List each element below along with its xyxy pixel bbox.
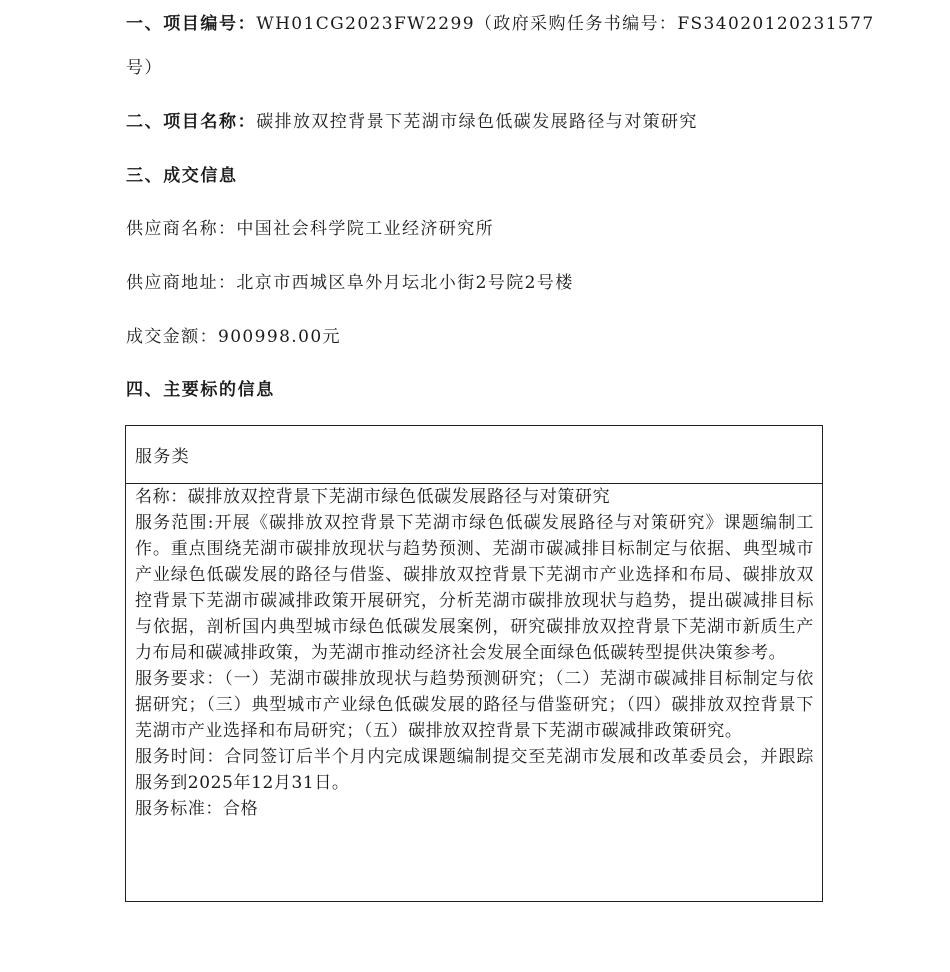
table-content-cell	[126, 484, 822, 822]
table-category: 服务类	[135, 447, 191, 467]
project-number-continuation: 号）	[126, 58, 163, 78]
subject-info-heading: 四、主要标的信息	[126, 380, 275, 400]
supplier-address: 供应商地址：北京市西城区阜外月坛北小街2号院2号楼	[126, 273, 574, 293]
service-time: 服务时间：合同签订后半个月内完成课题编制提交至芜湖市发展和改革委员会，并跟踪服务到2025年12月31日。	[135, 747, 814, 793]
deal-info-heading: 三、成交信息	[126, 166, 238, 186]
supplier-name: 供应商名称：中国社会科学院工业经济研究所	[126, 219, 494, 239]
table-category-cell	[126, 426, 822, 484]
project-number-line	[126, 12, 875, 36]
deal-amount: 成交金额：900998.00元	[126, 327, 341, 347]
project-name-value: 碳排放双控背景下芜湖市绿色低碳发展路径与对策研究	[256, 112, 698, 132]
service-requirements: 服务要求：（一）芜湖市碳排放现状与趋势预测研究；（二）芜湖市碳减排目标制定与依据研究；（三）典型城市产业绿色低碳发展的路径与借鉴研究；（四）碳排放双控背景下芜湖市产业选择和布局研究；（五）碳排放双控背景下芜湖市碳减排政策研究。	[135, 669, 814, 741]
project-name-label: 二、项目名称：	[126, 112, 257, 132]
subject-info-table	[125, 425, 823, 902]
service-scope: 服务范围:开展《碳排放双控背景下芜湖市绿色低碳发展路径与对策研究》课题编制工作。重点围绕芜湖市碳排放现状与趋势预测、芜湖市碳减排目标制定与依据、典型城市产业绿色低碳发展的路径与借鉴、碳排放双控背景下芜湖市产业选择和布局、碳排放双控背景下芜湖市碳减排政策开展研究，分析芜湖市碳排放现状与趋势，提出碳减排目标与依据，剖析国内典型城市绿色低碳发展案例，研究碳排放双控背景下芜湖市新质生产力布局和碳减排政策，为芜湖市推动经济社会发展全面绿色低碳转型提供决策参考。	[135, 513, 814, 663]
service-standard: 服务标准：合格	[135, 799, 259, 819]
project-name-line	[126, 110, 698, 134]
project-number-label: 一、项目编号：	[126, 14, 257, 34]
service-name: 名称：碳排放双控背景下芜湖市绿色低碳发展路径与对策研究	[135, 487, 611, 507]
project-number-value: WH01CG2023FW2299（政府采购任务书编号：FS34020120231577	[256, 14, 875, 34]
